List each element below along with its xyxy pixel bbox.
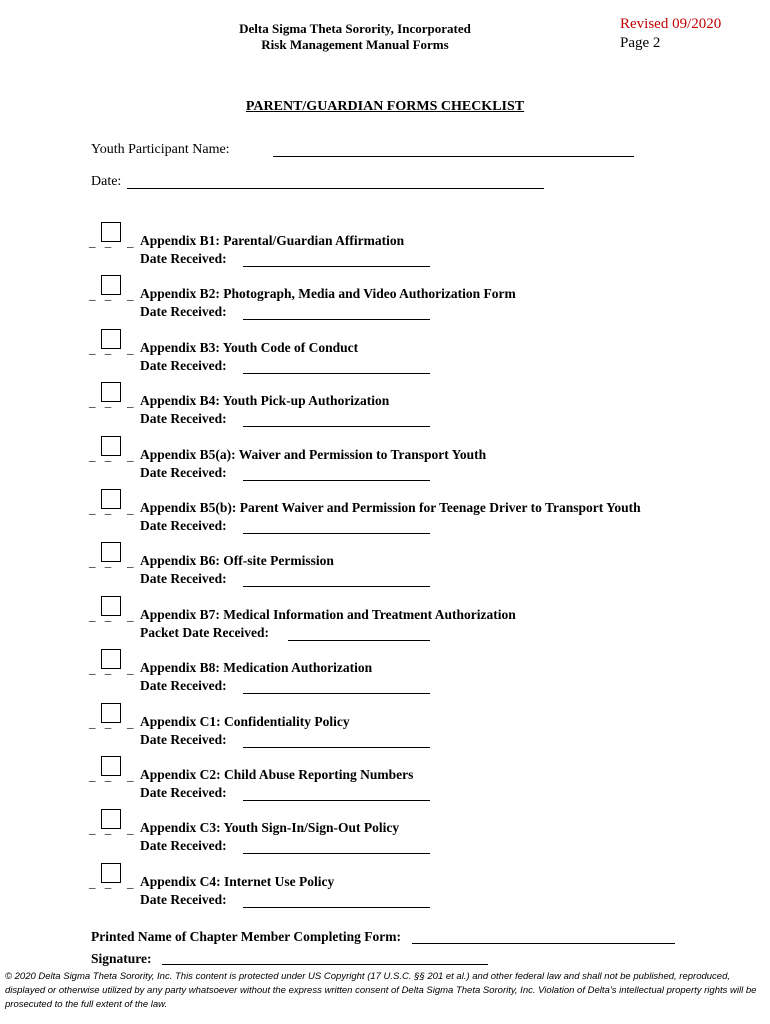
- item-label: Appendix B8: Medication Authorization: [140, 660, 373, 676]
- blank-dashes: _ _: [89, 714, 115, 730]
- blank-dash: _: [127, 768, 134, 783]
- date-label: Date:: [91, 174, 122, 189]
- date-received-label: Date Received:: [140, 838, 227, 854]
- date-received-label: Date Received:: [140, 464, 227, 480]
- date-received-line[interactable]: [243, 266, 430, 267]
- checklist-item: [0, 596, 770, 648]
- checklist-item: [0, 649, 770, 701]
- item-label: Appendix B3: Youth Code of Conduct: [140, 339, 359, 355]
- blank-dash: _: [127, 340, 134, 356]
- checklist-item: [0, 489, 770, 541]
- blank-dashes: _ _: [89, 501, 115, 516]
- blank-dashes: _ _: [89, 607, 115, 623]
- page-title: PARENT/GUARDIAN FORMS CHECKLIST: [245, 99, 525, 114]
- item-label: Appendix C1: Confidentiality Policy: [140, 713, 350, 729]
- blank-dashes: _ _: [89, 661, 115, 677]
- item-label: Appendix B5(a): Waiver and Permission to Transport Youth: [140, 446, 487, 462]
- checklist-item: [0, 863, 770, 915]
- date-received-line[interactable]: [243, 373, 430, 374]
- checklist-item: [0, 275, 770, 327]
- checkbox[interactable]: [101, 489, 121, 509]
- item-label: Appendix B6: Off-site Permission: [140, 553, 334, 569]
- date-received-line[interactable]: [243, 693, 430, 694]
- date-received-label: Packet Date Received:: [140, 624, 269, 640]
- date-received-label: Date Received:: [140, 731, 227, 747]
- blank-dashes: _ _: [89, 340, 115, 356]
- blank-dashes: _ _: [89, 394, 115, 410]
- date-received-label: Date Received:: [140, 304, 227, 320]
- date-received-line[interactable]: [243, 747, 430, 748]
- signature-label: Signature:: [91, 951, 152, 966]
- checkbox[interactable]: [101, 703, 121, 723]
- checkbox[interactable]: [101, 596, 121, 616]
- blank-dash: _: [127, 661, 134, 677]
- date-received-label: Date Received:: [140, 678, 227, 694]
- item-label: Appendix B5(b): Parent Waiver and Permission for Teenage Driver to Transport Youth: [140, 500, 641, 515]
- item-label: Appendix B2: Photograph, Media and Video Authorization Form: [140, 286, 516, 302]
- item-label: Appendix C3: Youth Sign-In/Sign-Out Policy: [140, 820, 400, 836]
- date-received-label: Date Received:: [140, 411, 227, 427]
- date-received-label: Date Received:: [140, 518, 227, 533]
- date-received-label: Date Received:: [140, 357, 227, 373]
- date-received-line[interactable]: [243, 800, 430, 801]
- date-received-line[interactable]: [243, 533, 430, 534]
- blank-dashes: _ _: [89, 874, 115, 890]
- checklist-item: [0, 222, 770, 274]
- item-label: Appendix C4: Internet Use Policy: [140, 873, 335, 889]
- checkbox[interactable]: [101, 649, 121, 669]
- blank-dash: _: [127, 501, 134, 516]
- org-name: Delta Sigma Theta Sorority, Incorporated: [239, 21, 471, 36]
- blank-dashes: _ _: [89, 768, 115, 783]
- blank-dashes: _ _: [89, 821, 115, 837]
- copyright-footer: © 2020 Delta Sigma Theta Sorority, Inc. This content is protected under US Copyright (17 U.S.C. §§ 201 et al.) and other federal law and shall not be published, reproduced, displayed or otherwise utilized by any party whatsoever without the express written consent of Delta Sigma Theta Sorority, Inc. Violation of Delta’s intellectual property rights will be prosecuted to the full extent of the law.: [5, 971, 757, 1010]
- blank-dash: _: [127, 394, 134, 410]
- blank-dashes: _ _: [89, 554, 115, 570]
- item-label: Appendix B7: Medical Information and Treatment Authorization: [140, 606, 516, 622]
- youth-name-line[interactable]: [273, 156, 634, 157]
- date-received-line[interactable]: [243, 426, 430, 427]
- checkbox[interactable]: [101, 275, 121, 295]
- blank-dash: _: [127, 554, 134, 570]
- checklist-item: [0, 703, 770, 755]
- date-received-label: Date Received:: [140, 571, 227, 587]
- date-received-line[interactable]: [243, 586, 430, 587]
- blank-dashes: _ _: [89, 287, 115, 303]
- checkbox[interactable]: [101, 542, 121, 562]
- blank-dash: _: [127, 607, 134, 623]
- signature-line[interactable]: [162, 964, 488, 965]
- blank-dash: _: [127, 714, 134, 730]
- date-received-line[interactable]: [243, 853, 430, 854]
- blank-dashes: _ _: [89, 447, 115, 463]
- checkbox[interactable]: [101, 382, 121, 402]
- checkbox[interactable]: [101, 756, 121, 776]
- checklist-item: [0, 809, 770, 861]
- checklist-item: [0, 756, 770, 808]
- item-label: Appendix C2: Child Abuse Reporting Numbers: [140, 767, 414, 782]
- checklist-item: [0, 436, 770, 488]
- checkbox[interactable]: [101, 436, 121, 456]
- checklist-item: [0, 329, 770, 381]
- date-line[interactable]: [127, 188, 544, 189]
- checklist-item: [0, 382, 770, 434]
- revised-date: Revised 09/2020: [620, 16, 722, 32]
- blank-dash: _: [127, 821, 134, 837]
- printed-name-line[interactable]: [412, 943, 675, 944]
- date-received-line[interactable]: [243, 480, 430, 481]
- printed-name-label: Printed Name of Chapter Member Completing Form:: [91, 929, 401, 944]
- date-received-label: Date Received:: [140, 891, 227, 907]
- date-received-label: Date Received:: [140, 785, 227, 800]
- date-received-line[interactable]: [243, 907, 430, 908]
- page-header: [200, 21, 510, 53]
- date-received-line[interactable]: [243, 319, 430, 320]
- checkbox[interactable]: [101, 222, 121, 242]
- item-label: Appendix B1: Parental/Guardian Affirmation: [140, 233, 405, 248]
- page-number: Page 2: [620, 35, 661, 51]
- checkbox[interactable]: [101, 329, 121, 349]
- checkbox[interactable]: [101, 863, 121, 883]
- date-received-label: Date Received:: [140, 251, 227, 266]
- blank-dash: _: [127, 874, 134, 890]
- blank-dash: _: [127, 447, 134, 463]
- blank-dash: _: [127, 234, 134, 249]
- item-label: Appendix B4: Youth Pick-up Authorization: [140, 393, 390, 409]
- revision-block: [620, 15, 721, 53]
- manual-name: Risk Management Manual Forms: [261, 37, 449, 52]
- date-received-line[interactable]: [288, 640, 430, 641]
- blank-dash: _: [127, 287, 134, 303]
- checkbox[interactable]: [101, 809, 121, 829]
- checklist-item: [0, 542, 770, 594]
- youth-name-label: Youth Participant Name:: [91, 142, 230, 157]
- blank-dashes: _ _: [89, 234, 115, 249]
